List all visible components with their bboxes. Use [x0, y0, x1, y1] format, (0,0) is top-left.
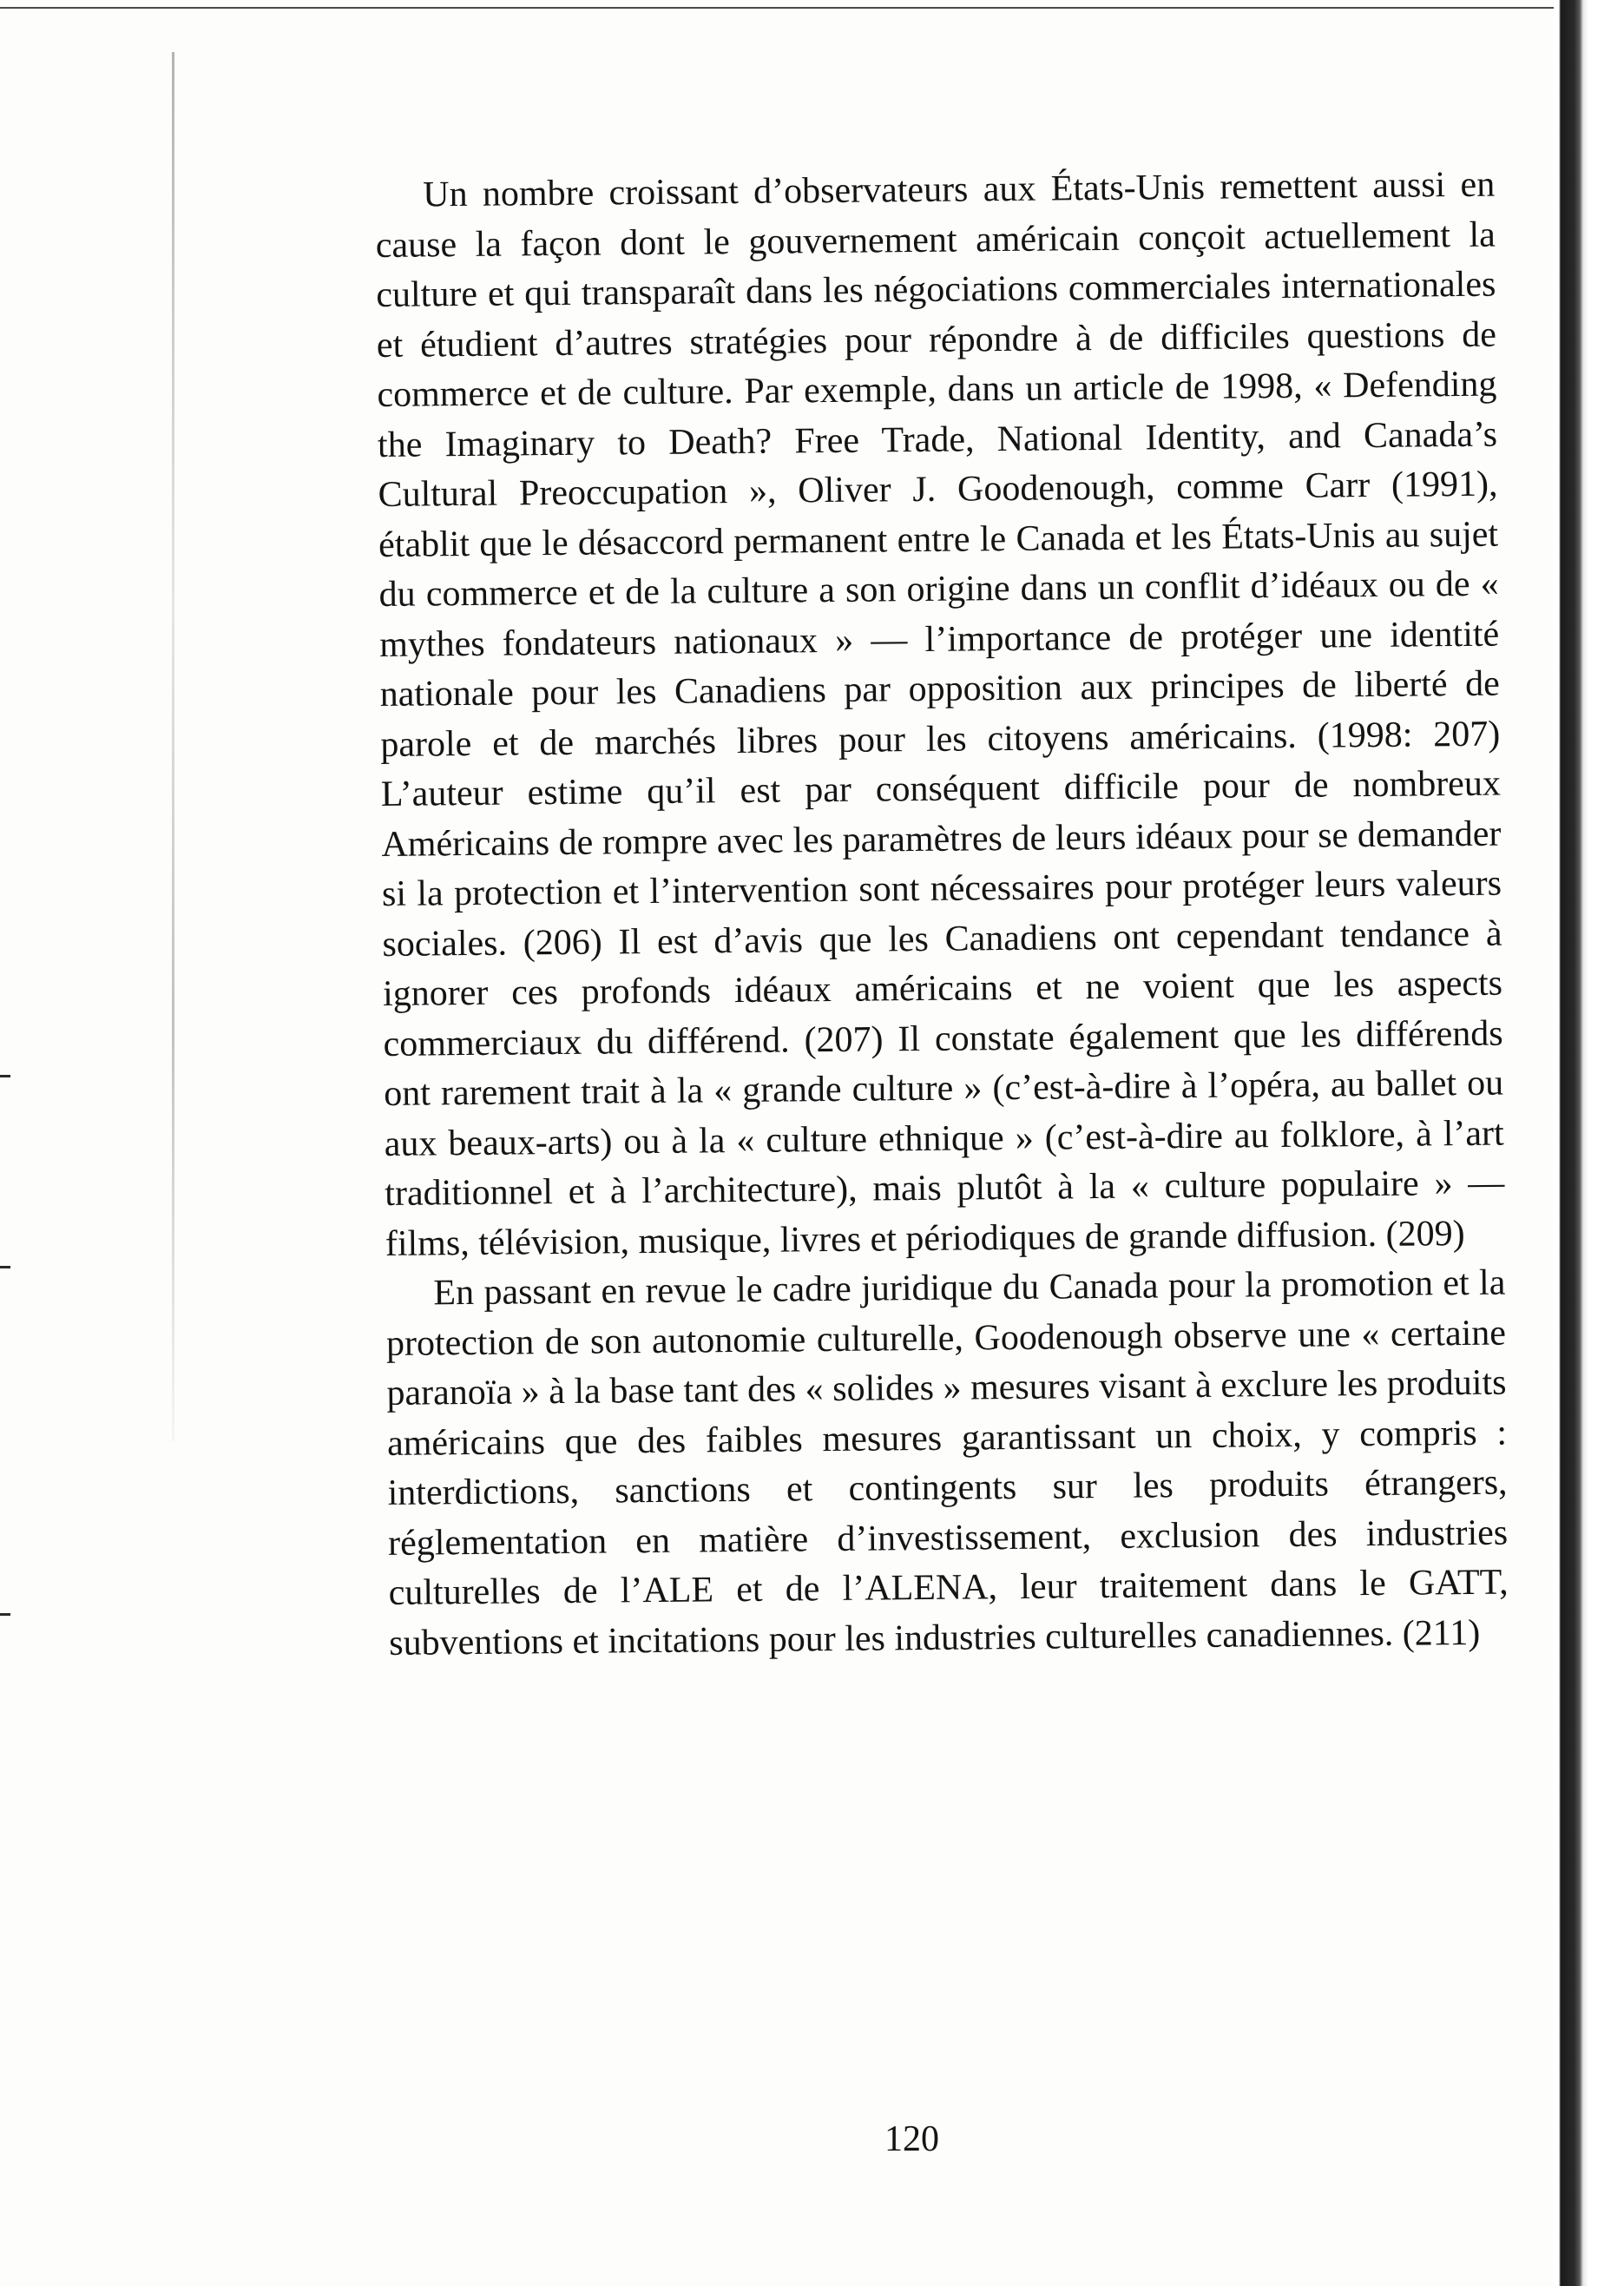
left-margin-mark — [0, 1075, 10, 1077]
paragraph-2: En passant en revue le cadre juridique du Canada pour la promotion et la protection de son autonomie culturelle, Goodenough observe une « certaine paranoïa » à la base tant des « solides » mesures visant à exclure les produits américains que des faibles mesures garantissant un choix, y compris : interdictions, sanctions et contingents sur les produits étrangers, réglementation en matière d’investissement, exclusion des industries culturelles de l’ALE et de l’ALENA, leur traitement dans le GATT, subventions et incitations pour les industries culturelles canadiennes. (211) — [385, 1262, 1509, 1663]
top-scan-edge — [0, 7, 1554, 9]
body-text — [375, 161, 1509, 1669]
left-margin-mark — [0, 1613, 10, 1616]
left-fold-shadow — [172, 52, 174, 1441]
left-margin-mark — [0, 1266, 10, 1268]
page-number: 120 — [884, 2119, 939, 2159]
paragraph-1: Un nombre croissant d’observateurs aux États-Unis remettent aussi en cause la façon dont le gouvernement américain conçoit actuellement la culture et qui transparaît dans les négociations commerciales internationales et étudient d’autres stratégies pour répondre à de difficiles questions de commerce et de culture. Par exemple, dans un article de 1998, « Defending the Imaginary to Death? Free Trade, National Identity, and Canada’s Cultural Preoccupation », Oliver J. Goodenough, comme Carr (1991), établit que le désaccord permanent entre le Canada et les États-Unis au sujet du commerce et de la culture a son origine dans un conflit d’idéaux ou de « mythes fondateurs nationaux » — l’importance de protéger une identité nationale pour les Canadiens par opposition aux principes de liberté de parole et de marchés libres pour les citoyens américains. (1998: 207) L’auteur estime qu’il est par conséquent difficile pour de nombreux Américains de rompre avec les paramètres de leurs idéaux pour se demander si la protection et l’intervention sont nécessaires pour protéger leurs valeurs sociales. (206) Il est d’avis que les Canadiens ont cependant tendance à ignorer ces profonds idéaux américains et ne voient que les aspects commerciaux du différend. (207) Il constate également que les différends ont rarement trait à la « grande culture » (c’est-à-dire à l’opéra, au ballet ou aux beaux-arts) ou à la « culture ethnique » (c’est-à-dire au folklore, à l’art traditionnel et à l’architecture), mais plutôt à la « culture populaire » — films, télévision, musique, livres et périodiques de grande diffusion. (209) — [375, 164, 1505, 1264]
right-binding-edge — [1554, 0, 1624, 2286]
